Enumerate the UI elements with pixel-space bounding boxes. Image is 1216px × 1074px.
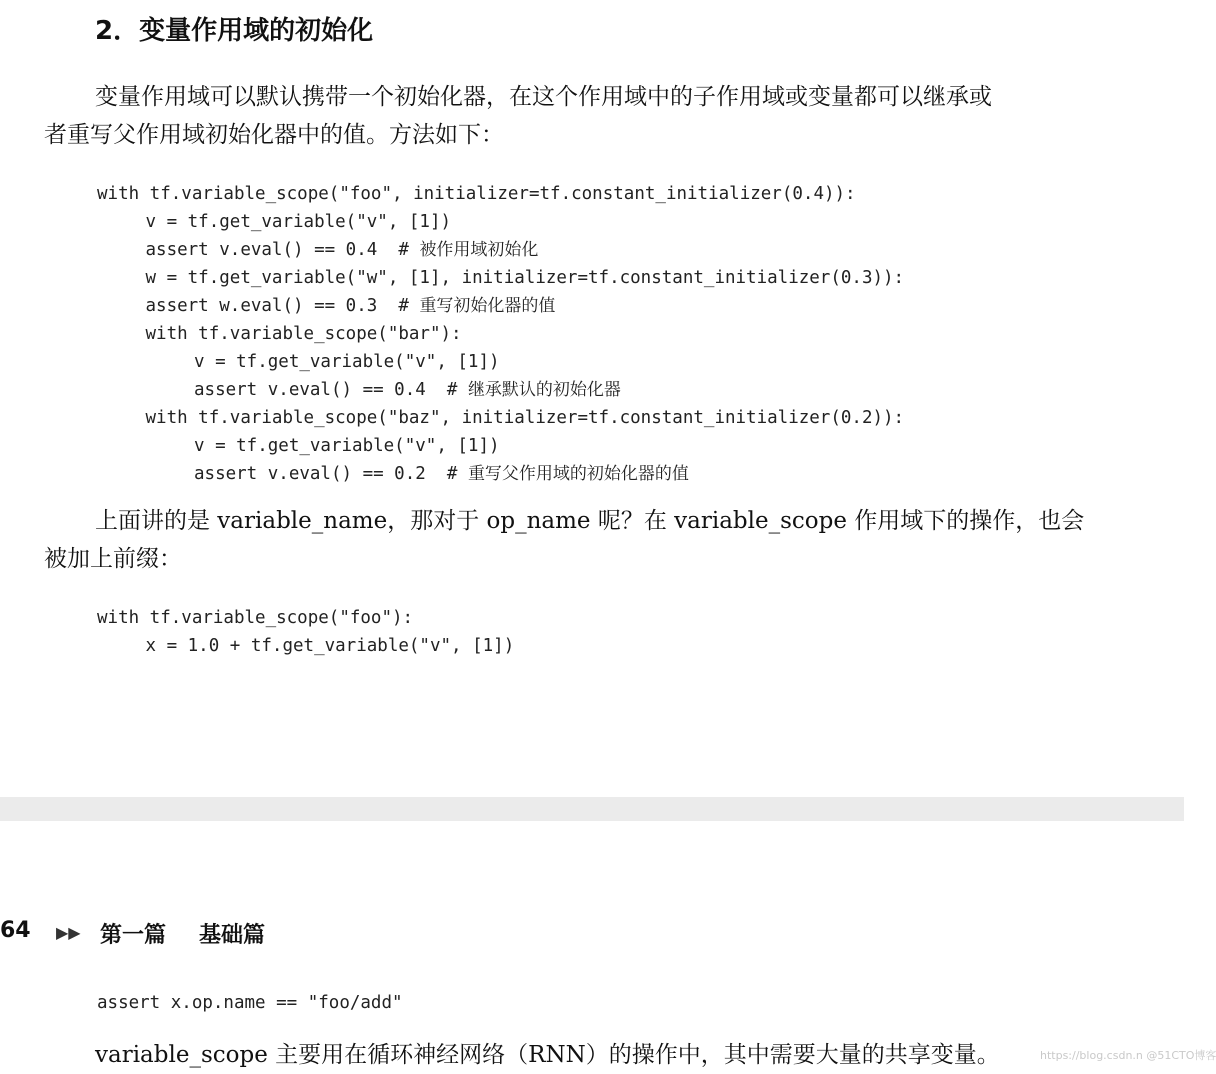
code-line — [97, 180, 904, 208]
paragraph-2-line-1: 上面讲的是 variable_name，那对于 op_name 呢？在 variable_scope 作用域下的操作，也会 — [95, 508, 1085, 534]
watermark: https://blog.csdn.n @51CTO博客 — [1040, 1049, 1216, 1062]
code-text: v = tf.get_variable("v", [1]) — [194, 436, 500, 456]
code-line — [97, 236, 904, 264]
code-line — [97, 432, 904, 460]
code-comment: 继承默认的初始化器 — [467, 380, 621, 400]
code-line — [97, 632, 514, 660]
code-text: w = tf.get_variable("w", [1], initializer=tf.constant_initializer(0.3)): — [145, 268, 905, 288]
double-arrow-icon: ▶▶ — [56, 923, 81, 942]
code-text: with tf.variable_scope("baz", initializer=tf.constant_initializer(0.2)): — [145, 408, 905, 428]
paragraph-1-line-2: 者重写父作用域初始化器中的值。方法如下： — [44, 122, 504, 148]
code-line — [97, 989, 403, 1017]
code-text: assert v.eval() == 0.4 # — [145, 240, 420, 260]
code-comment: 被作用域初始化 — [419, 240, 539, 260]
code-line — [97, 320, 904, 348]
code-text: with tf.variable_scope("foo", initializer=tf.constant_initializer(0.4)): — [97, 184, 856, 204]
code-line — [97, 604, 514, 632]
code-line — [97, 376, 904, 404]
part-title: 基础篇 — [199, 923, 266, 948]
code-line — [97, 348, 904, 376]
code-block-1 — [97, 180, 904, 488]
part-label: 第一篇 — [100, 923, 167, 948]
code-block-3 — [97, 989, 403, 1017]
code-comment: 重写父作用域的初始化器的值 — [467, 464, 689, 484]
page-number: 64 — [0, 918, 31, 943]
code-text: assert v.eval() == 0.4 # — [194, 380, 468, 400]
code-text: assert x.op.name == "foo/add" — [97, 993, 403, 1013]
code-text: v = tf.get_variable("v", [1]) — [145, 212, 452, 232]
code-text: with tf.variable_scope("bar"): — [145, 324, 462, 344]
code-line — [97, 404, 904, 432]
code-text: assert v.eval() == 0.2 # — [194, 464, 468, 484]
code-line — [97, 460, 904, 488]
code-text: with tf.variable_scope("foo"): — [97, 608, 414, 628]
code-text: x = 1.0 + tf.get_variable("v", [1]) — [145, 636, 515, 656]
code-line — [97, 208, 904, 236]
code-text: assert w.eval() == 0.3 # — [145, 296, 420, 316]
code-block-2 — [97, 604, 514, 660]
section-heading: 2．变量作用域的初始化 — [95, 16, 374, 46]
paragraph-3: variable_scope 主要用在循环神经网络（RNN）的操作中，其中需要大量的共享变量。 — [95, 1042, 1000, 1068]
code-line — [97, 264, 904, 292]
code-line — [97, 292, 904, 320]
page-break-band — [0, 797, 1184, 821]
code-text: v = tf.get_variable("v", [1]) — [194, 352, 500, 372]
paragraph-1-line-1: 变量作用域可以默认携带一个初始化器，在这个作用域中的子作用域或变量都可以继承或 — [95, 84, 992, 110]
code-comment: 重写初始化器的值 — [419, 296, 556, 316]
paragraph-2-line-2: 被加上前缀： — [44, 546, 182, 572]
